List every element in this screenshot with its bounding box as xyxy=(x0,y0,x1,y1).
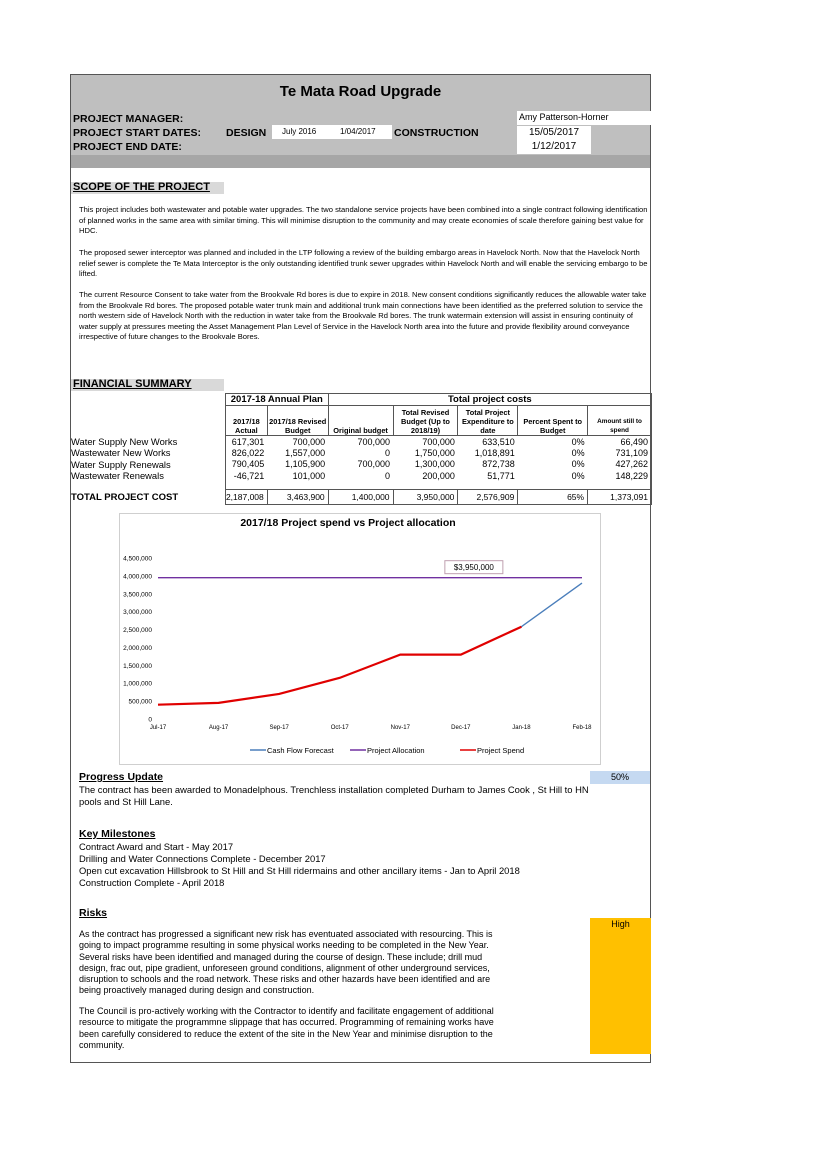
table-row xyxy=(71,470,652,482)
design-start: July 2016 xyxy=(282,127,317,136)
project-start-label: PROJECT START DATES: xyxy=(73,127,201,139)
cell: 700,000 xyxy=(357,459,391,470)
project-manager-label: PROJECT MANAGER: xyxy=(73,113,184,125)
chart-title: 2017/18 Project spend vs Project allocation xyxy=(240,517,456,529)
construction-end: 1/12/2017 xyxy=(517,140,591,154)
financial-table xyxy=(71,393,652,505)
cell: 0% xyxy=(571,447,585,458)
total-cell: 65% xyxy=(518,490,588,505)
total-cell: 3,463,900 xyxy=(267,490,328,505)
cell: 0% xyxy=(571,459,585,470)
chart-svg xyxy=(120,514,600,764)
total-cell: 2,187,008 xyxy=(225,490,267,505)
x-tick-label: Nov-17 xyxy=(390,725,410,731)
cell: 700,000 xyxy=(422,436,455,447)
construction-label: CONSTRUCTION xyxy=(394,127,479,139)
risks-paragraph-2: The Council is pro-actively working with the Contractor to identify and facilitate engagement of additional resource to mitigate the programmne slippage that has occurred. Programming of remaining works have been carefully considered to reduce the extent of the site in the New Year and minimise disruption to the community. xyxy=(79,1006,494,1050)
scope-heading: SCOPE OF THE PROJECT xyxy=(73,181,210,193)
x-tick-label: Oct-17 xyxy=(330,725,349,731)
cell: 1,018,891 xyxy=(474,447,515,458)
project-manager-name: Amy Patterson-Horner xyxy=(517,111,651,125)
financial-heading: FINANCIAL SUMMARY xyxy=(73,378,192,390)
page-title: Te Mata Road Upgrade xyxy=(279,83,442,100)
cell: 700,000 xyxy=(357,436,391,447)
y-tick-label: 3,000,000 xyxy=(123,609,152,617)
cell: 700,000 xyxy=(292,436,326,447)
design-dates xyxy=(272,125,392,139)
row-label: Wastewater Renewals xyxy=(71,470,164,482)
total-cell: 1,400,000 xyxy=(328,490,393,505)
legend-label: Project Allocation xyxy=(367,746,425,755)
x-tick-label: Feb-18 xyxy=(572,725,592,731)
report-sheet xyxy=(70,74,651,1063)
progress-percent: 50% xyxy=(590,771,650,784)
milestone-item: Drilling and Water Connections Complete - December 2017 xyxy=(79,853,326,864)
y-tick-label: 4,000,000 xyxy=(123,573,152,581)
x-tick-label: Aug-17 xyxy=(208,725,229,731)
cell: 200,000 xyxy=(422,470,455,481)
table-row xyxy=(71,447,652,459)
chart-legend xyxy=(250,746,524,755)
annotation-label: $3,950,000 xyxy=(453,563,494,573)
y-tick-label: 500,000 xyxy=(128,698,152,706)
legend-label: Cash Flow Forecast xyxy=(267,746,334,755)
cell: -46,721 xyxy=(225,470,267,482)
total-cell: 2,576,909 xyxy=(458,490,518,505)
y-tick-label: 2,500,000 xyxy=(123,627,152,635)
milestones-heading: Key Milestones xyxy=(79,828,156,840)
risk-level-badge: High xyxy=(590,918,651,1054)
progress-text: The contract has been awarded to Monadelphous. Trenchless installation completed Durham to James Cook , St Hill to HN pools and St Hill Lane. xyxy=(79,784,589,807)
cell: 101,000 xyxy=(292,470,326,481)
x-tick-label: Sep-17 xyxy=(269,725,289,731)
cell: 633,510 xyxy=(482,436,515,447)
cell: 1,105,900 xyxy=(285,459,326,470)
cell: 872,738 xyxy=(482,459,515,470)
chart-series xyxy=(158,578,582,705)
y-tick-label: 1,000,000 xyxy=(123,680,152,688)
series-line-project-spend xyxy=(158,627,521,705)
design-label: DESIGN xyxy=(226,127,267,139)
milestone-item: Contract Award and Start - May 2017 xyxy=(79,841,234,852)
construction-start: 15/05/2017 xyxy=(517,126,591,140)
col-header-revised-budget: 2017/18 Revised Budget xyxy=(267,406,328,436)
col-header-total-revised: Total Revised Budget (Up to 2018/19) xyxy=(393,406,458,436)
y-tick-label: 3,500,000 xyxy=(123,591,152,599)
legend-label: Project Spend xyxy=(477,746,525,755)
cell: 617,301 xyxy=(225,436,267,448)
cell: 1,300,000 xyxy=(414,459,455,470)
risks-paragraph-1: As the contract has progressed a significant new risk has eventuated associated with resourcing. This is going to impact programme resulting in some physical works needing to be completed in the New Year. Several risks have been identified and managed during the course of design. These include; drill mud design, frac out, pipe gradient, unforeseen ground conditions, alignment of other underground services, disruption to schools and the road network. These risks and other hazards have been identified and are being proactively managed during design and construction. xyxy=(79,929,493,996)
annual-plan-group-header: 2017-18 Annual Plan xyxy=(225,394,328,406)
project-header xyxy=(71,75,650,168)
project-spend-chart xyxy=(119,513,601,765)
col-header-expenditure: Total Project Expenditure to date xyxy=(458,406,518,436)
cell: 731,109 xyxy=(588,447,652,459)
series-line-cash-flow-forecast xyxy=(158,583,582,705)
cell: 826,022 xyxy=(225,447,267,459)
cell: 427,262 xyxy=(588,459,652,471)
col-header-amount-remaining: Amount still to spend xyxy=(588,406,652,436)
header-band xyxy=(71,155,650,168)
y-axis xyxy=(123,556,152,724)
cell: 1,750,000 xyxy=(414,447,455,458)
row-label: Water Supply New Works xyxy=(71,435,178,447)
y-tick-label: 0 xyxy=(148,716,152,724)
cell: 790,405 xyxy=(225,459,267,471)
design-end: 1/04/2017 xyxy=(340,127,376,136)
y-tick-label: 2,000,000 xyxy=(123,644,152,652)
row-label: Wastewater New Works xyxy=(71,447,171,459)
financial-column-headers xyxy=(71,406,652,436)
project-end-label: PROJECT END DATE: xyxy=(73,141,182,153)
total-label: TOTAL PROJECT COST xyxy=(71,491,179,503)
y-tick-label: 1,500,000 xyxy=(123,662,152,670)
row-label: Water Supply Renewals xyxy=(71,458,171,470)
table-row xyxy=(71,436,652,448)
cell: 66,490 xyxy=(588,436,652,448)
col-header-percent-spent: Percent Spent to Budget xyxy=(518,406,588,436)
x-tick-label: Jul-17 xyxy=(149,725,167,731)
cell: 0 xyxy=(385,447,391,458)
cell: 0 xyxy=(385,470,391,481)
x-tick-label: Jan-18 xyxy=(512,725,531,731)
total-cell: 3,950,000 xyxy=(393,490,458,505)
x-axis xyxy=(150,725,592,731)
milestone-item: Construction Complete - April 2018 xyxy=(79,877,225,888)
cell: 0% xyxy=(571,470,585,481)
col-header-original-budget: Original budget xyxy=(328,406,393,436)
risks-heading: Risks xyxy=(79,907,108,919)
progress-heading: Progress Update xyxy=(79,771,164,783)
cell: 51,771 xyxy=(487,470,515,481)
col-header-actual: 2017/18 Actual xyxy=(225,406,267,436)
y-tick-label: 4,500,000 xyxy=(123,555,152,563)
cell: 1,557,000 xyxy=(285,447,326,458)
x-tick-label: Dec-17 xyxy=(451,725,471,731)
total-row xyxy=(71,490,652,505)
milestone-item: Open cut excavation Hillsbrook to St Hill and St Hill ridermains and other ancillary items - Jan to April 2018 xyxy=(79,865,520,876)
cell: 148,229 xyxy=(588,470,652,482)
scope-paragraph-3: The current Resource Consent to take water from the Brookvale Rd bores is due to expire in 2018. New consent conditions significantly reduces the allowable water take from the Brookvale Rd bores. The proposed potable water trunk main and additional trunk main connections have been identified as the preferred solution to service the north western side of Havelock North with the reduction in water take from the Brookvale Rd bores. The trunk watermain extension will assist in ensuring continuity of water supply at pressures meeting the Asset Management Plan Level of Service in the Havelock North area into the future and provide flexibility around conveyance irrespective of future changes to the Brookvale Bores. xyxy=(79,290,647,342)
total-costs-group-header: Total project costs xyxy=(328,394,651,406)
total-cell: 1,373,091 xyxy=(588,490,652,505)
chart-annotation xyxy=(445,561,503,574)
table-row xyxy=(71,459,652,471)
scope-paragraph-1: This project includes both wastewater and potable water upgrades. The two standalone service projects have been combined into a single contract following identification of planned works in the same area with similar timing. This will minimise disruption to the community and may create economies of scale therefore gaining best value for HDC. xyxy=(79,205,648,236)
scope-paragraph-2: The proposed sewer interceptor was planned and included in the LTP following a review of the building embargo areas in Havelock North. Now that the Havelock North relief sewer is complete the Te Mata Interceptor is the only outstanding identified trunk sewer upgrades within Havelock North and will enable the servicing embargo to be lifted. xyxy=(79,248,648,279)
cell: 0% xyxy=(571,436,585,447)
